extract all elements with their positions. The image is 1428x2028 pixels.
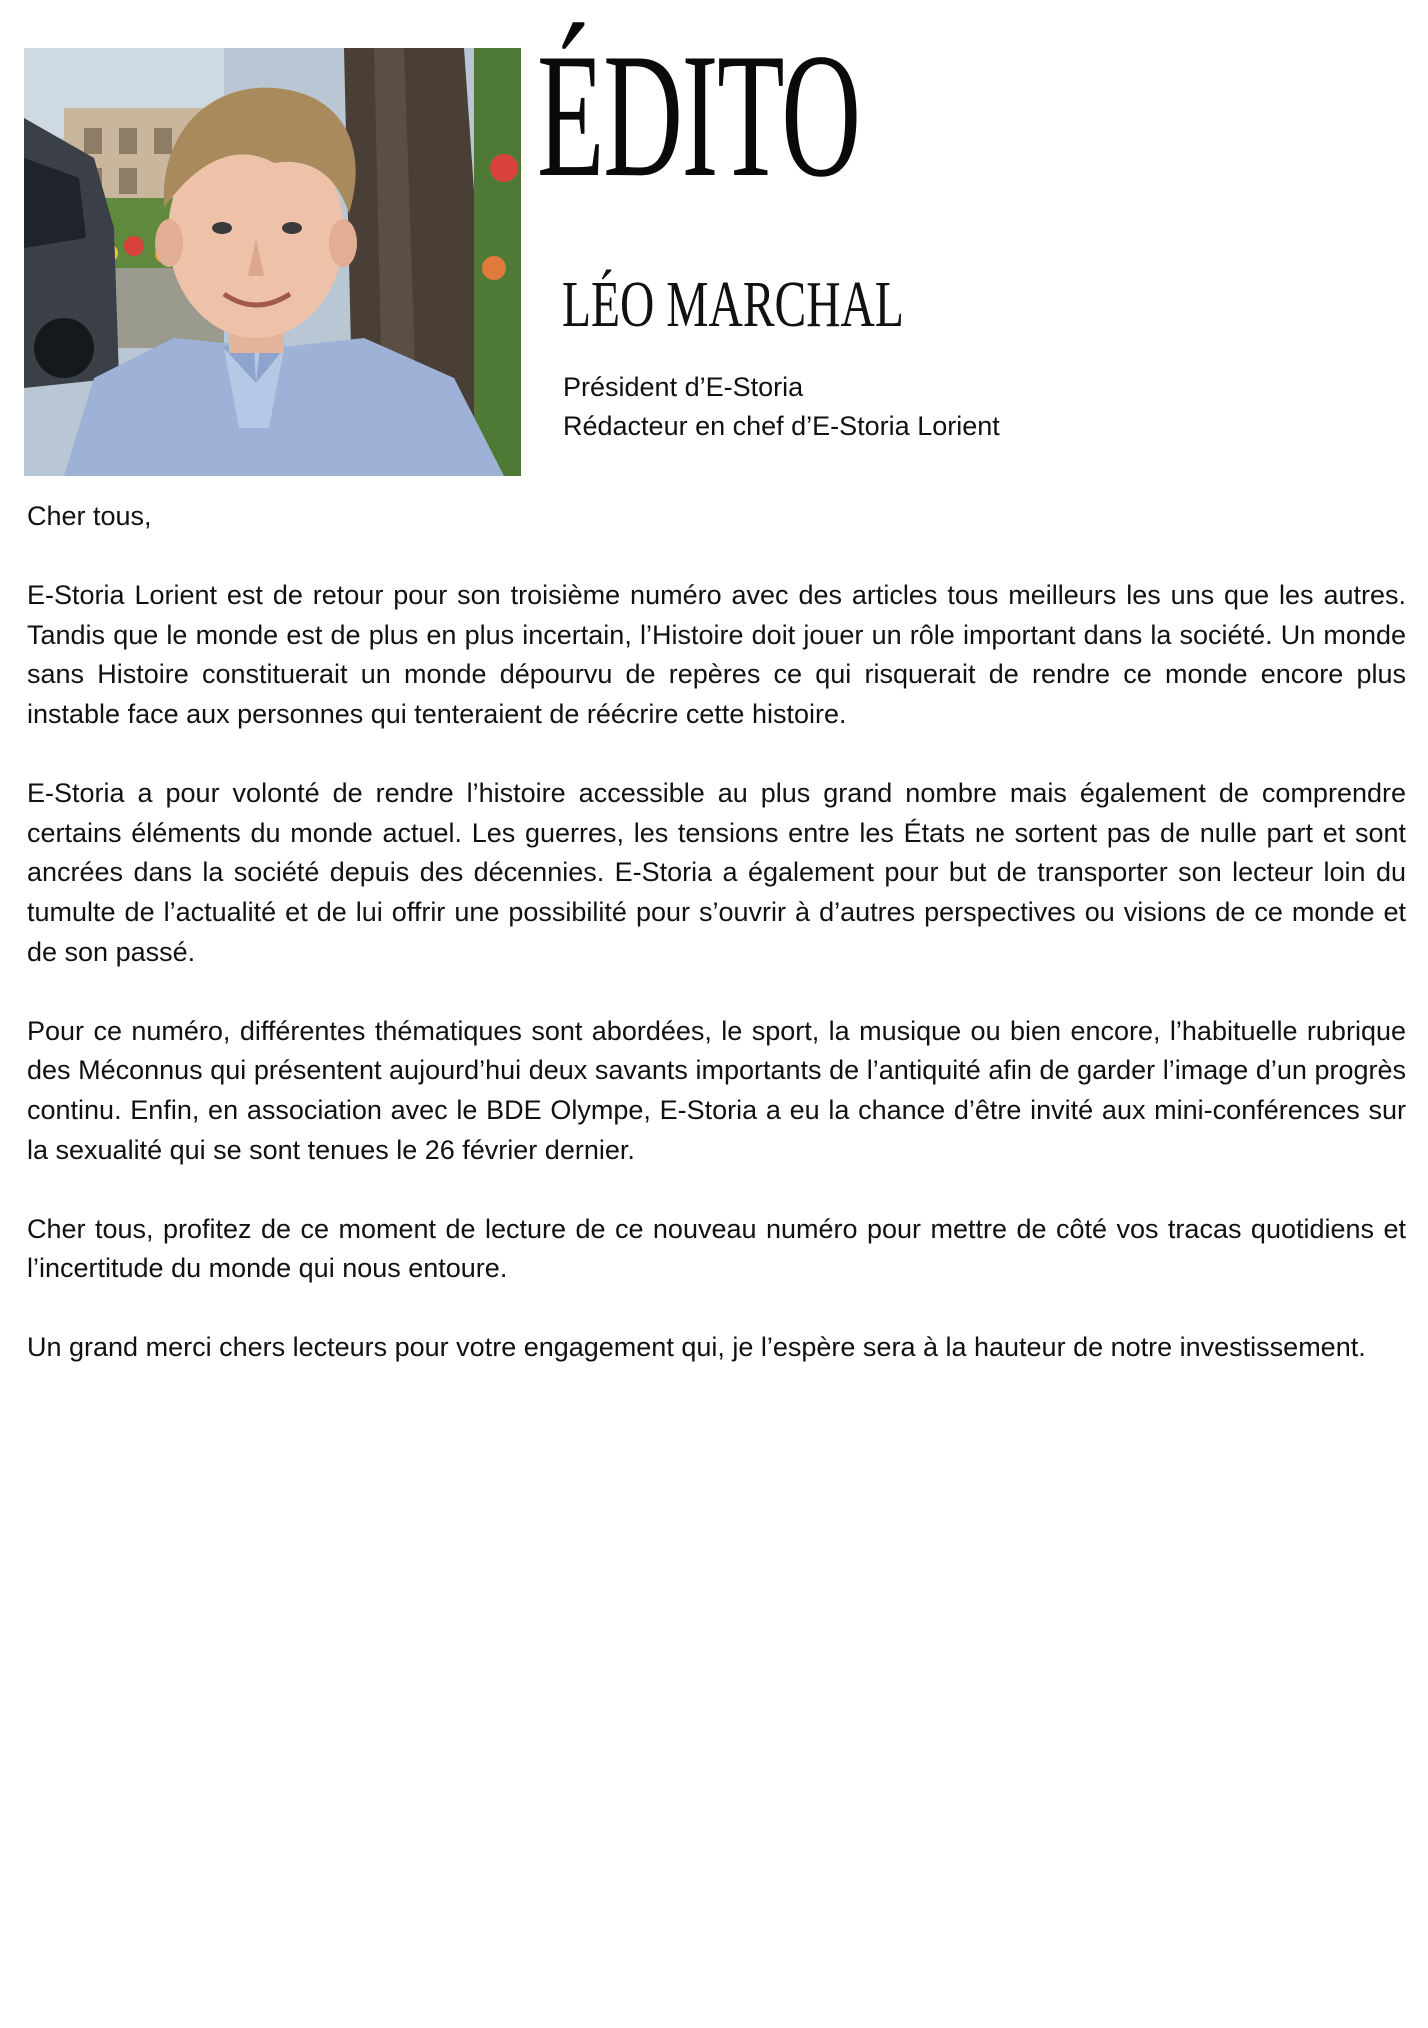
body-paragraph: Un grand merci chers lecteurs pour votre engagement qui, je l’espère sera à la hauteur de notre investissement. xyxy=(27,1332,1366,1363)
portrait-photo-icon xyxy=(24,48,521,476)
author-roles xyxy=(563,368,1000,446)
author-photo xyxy=(24,48,521,476)
page-title: ÉDITO xyxy=(537,16,860,214)
body-paragraph: E-Storia a pour volonté de rendre l’histoire accessible au plus grand nombre mais également de comprendre certains éléments du monde actuel. Les guerres, les tensions entre les États ne sortent pas de nulle part et sont ancrées dans la société depuis des décennies. E-Storia a également pour but de transporter son lecteur loin du tumulte de l’actualité et de lui offrir une possibilité pour s’ouvrir à d’autres perspectives ou visions de ce monde et de son passé. xyxy=(27,778,1406,967)
body-paragraph: Cher tous, profitez de ce moment de lecture de ce nouveau numéro pour mettre de côté vos tracas quotidiens et l’incertitude du monde qui nous entoure. xyxy=(27,1213,1406,1284)
author-role: Président d’E-Storia xyxy=(563,372,804,402)
author-role: Rédacteur en chef d’E-Storia Lorient xyxy=(563,411,1000,441)
author-name: LÉO MARCHAL xyxy=(562,268,904,341)
body-paragraph: Pour ce numéro, différentes thématiques sont abordées, le sport, la musique ou bien encore, l’habituelle rubrique des Méconnus qui présentent aujourd’hui deux savants importants de l’antiquité afin de garder l’image d’un progrès continu. Enfin, en association avec le BDE Olympe, E-Storia a eu la chance d’être invité aux mini-conférences sur la sexualité qui se sont tenues le 26 février dernier. xyxy=(27,1015,1406,1165)
body-paragraph: E-Storia Lorient est de retour pour son troisième numéro avec des articles tous meilleurs les uns que les autres. Tandis que le monde est de plus en plus incertain, l’Histoire doit jouer un rôle important dans la société. Un monde sans Histoire constituerait un monde dépourvu de repères ce qui risquerait de rendre ce monde encore plus instable face aux personnes qui tenteraient de réécrire cette histoire. xyxy=(27,580,1406,729)
greeting: Cher tous, xyxy=(27,501,152,531)
editorial-body xyxy=(27,497,1406,1408)
